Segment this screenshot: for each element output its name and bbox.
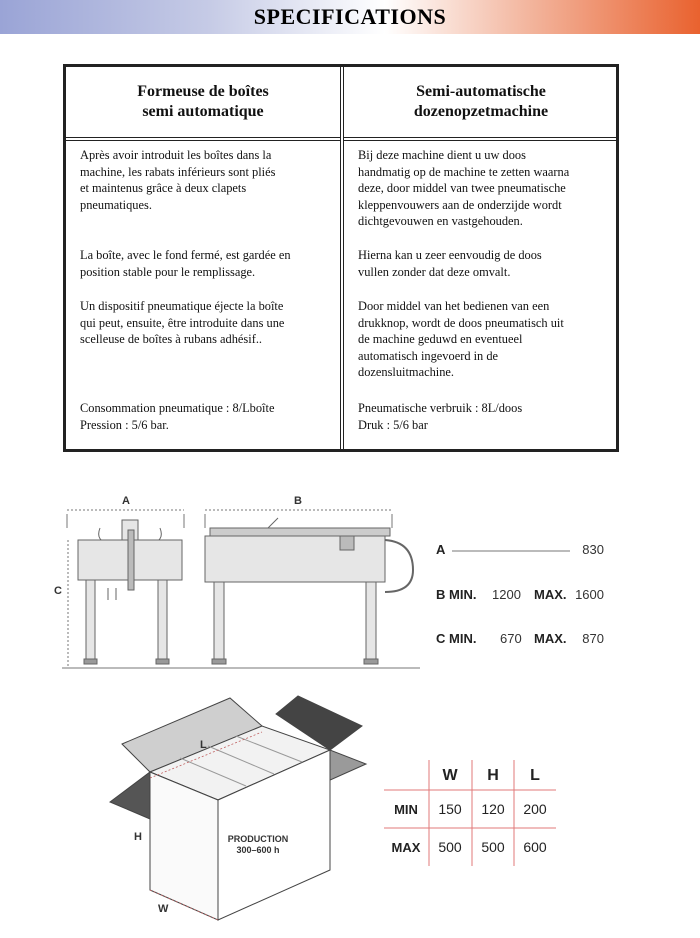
max-w: 500 <box>438 839 462 855</box>
paragraph-line: scelleuse de boîtes à rubans adhésif.. <box>80 332 263 346</box>
specifications-table <box>63 64 619 452</box>
paragraph-line: La boîte, avec le fond fermé, est gardée en <box>80 248 291 262</box>
max-l: 600 <box>523 839 547 855</box>
row-label-max: MAX <box>391 840 421 855</box>
label-a: A <box>122 495 130 507</box>
paragraph-line: Consommation pneumatique : 8/Lboîte <box>80 401 275 415</box>
box-dimension-table <box>384 760 564 870</box>
heading-rule <box>66 137 340 141</box>
dim-b-max: 1600 <box>575 587 604 602</box>
paragraph-line: handmatig op de machine te zetten waarna <box>358 164 570 179</box>
french-column <box>66 67 340 449</box>
paragraph-line: machine, les rabats inférieurs sont pliés <box>80 164 276 179</box>
paragraph-line: Druk : 5/6 bar <box>358 417 428 432</box>
dutch-paragraph-3 <box>358 298 610 381</box>
dim-c-max: 870 <box>582 631 604 646</box>
label-b: B <box>294 495 302 507</box>
dim-c-label: C MIN. <box>436 631 477 646</box>
dutch-paragraph-4 <box>358 400 610 433</box>
dim-a-value: 830 <box>582 542 604 557</box>
paragraph-line: Un dispositif pneumatique éjecte la boîte <box>80 299 284 313</box>
paragraph-line: automatisch ingevoerd in de <box>358 348 499 363</box>
min-l: 200 <box>523 801 547 817</box>
production-label: PRODUCTION <box>227 834 289 844</box>
min-w: 150 <box>438 801 462 817</box>
paragraph-line: kleppenvouwers aan de onderzijde wordt <box>358 197 562 212</box>
paragraph-line: vullen zonder dat deze omvalt. <box>358 264 511 279</box>
paragraph-line: drukknop, wordt de doos pneumatisch uit <box>358 315 564 330</box>
paragraph-line: qui peut, ensuite, être introduite dans une <box>80 315 285 330</box>
dimension-legend <box>436 542 604 646</box>
paragraph-line: dozensluitmachine. <box>358 365 454 379</box>
paragraph-line: de machine geduwd en eventueel <box>358 332 523 346</box>
french-paragraph-4 <box>80 400 332 433</box>
dim-c-min: 670 <box>500 631 522 646</box>
paragraph-line: position stable pour le remplissage. <box>80 264 256 279</box>
french-paragraph-1 <box>80 147 332 213</box>
min-h: 120 <box>481 801 505 817</box>
french-heading-line: Formeuse de boîtes <box>137 83 269 100</box>
paragraph-line: et maintenus grâce à deux clapets <box>80 181 247 195</box>
dutch-paragraph-2 <box>358 247 610 280</box>
french-heading <box>66 67 340 137</box>
label-c: C <box>54 585 62 597</box>
row-label-min: MIN <box>394 802 418 817</box>
col-header-w: W <box>442 767 458 784</box>
french-heading-line: semi automatique <box>142 103 264 120</box>
machine-side-view <box>205 518 413 664</box>
paragraph-line: Bij deze machine dient u uw doos <box>358 148 526 162</box>
dim-a-label: A <box>436 542 446 557</box>
heading-rule <box>344 137 618 141</box>
col-header-h: H <box>487 767 499 784</box>
page-title: SPECIFICATIONS <box>253 4 447 29</box>
machine-dimension-drawing <box>0 470 700 690</box>
box-label-w: W <box>158 903 169 915</box>
box-label-h: H <box>134 831 142 843</box>
dim-b-max-label: MAX. <box>534 587 567 602</box>
dutch-heading <box>344 67 618 137</box>
dutch-heading-line: dozenopzetmachine <box>413 103 549 120</box>
paragraph-line: Pneumatische verbruik : 8L/doos <box>358 401 523 415</box>
box-label-l: L <box>200 739 207 751</box>
dim-b-label: B MIN. <box>436 587 477 602</box>
dim-b-min: 1200 <box>492 587 521 602</box>
dim-c-max-label: MAX. <box>534 631 567 646</box>
production-rate: 300–600 h <box>236 845 280 855</box>
header-banner <box>0 0 700 34</box>
french-paragraph-2 <box>80 247 332 280</box>
dutch-heading-line: Semi-automatische <box>416 83 546 100</box>
box-drawing <box>0 690 380 930</box>
french-paragraph-3 <box>80 298 332 348</box>
paragraph-line: dichtgevouwen en vastgehouden. <box>358 214 523 228</box>
paragraph-line: Hierna kan u zeer eenvoudig de doos <box>358 248 542 262</box>
dutch-paragraph-1 <box>358 147 610 230</box>
machine-front-view <box>78 520 182 664</box>
col-header-l: L <box>530 767 540 784</box>
dutch-column <box>344 67 618 449</box>
paragraph-line: Après avoir introduit les boîtes dans la <box>80 148 272 162</box>
paragraph-line: Pression : 5/6 bar. <box>80 417 169 432</box>
paragraph-line: deze, door middel van twee pneumatische <box>358 181 566 195</box>
max-h: 500 <box>481 839 505 855</box>
paragraph-line: pneumatiques. <box>80 197 152 212</box>
paragraph-line: Door middel van het bedienen van een <box>358 299 550 313</box>
